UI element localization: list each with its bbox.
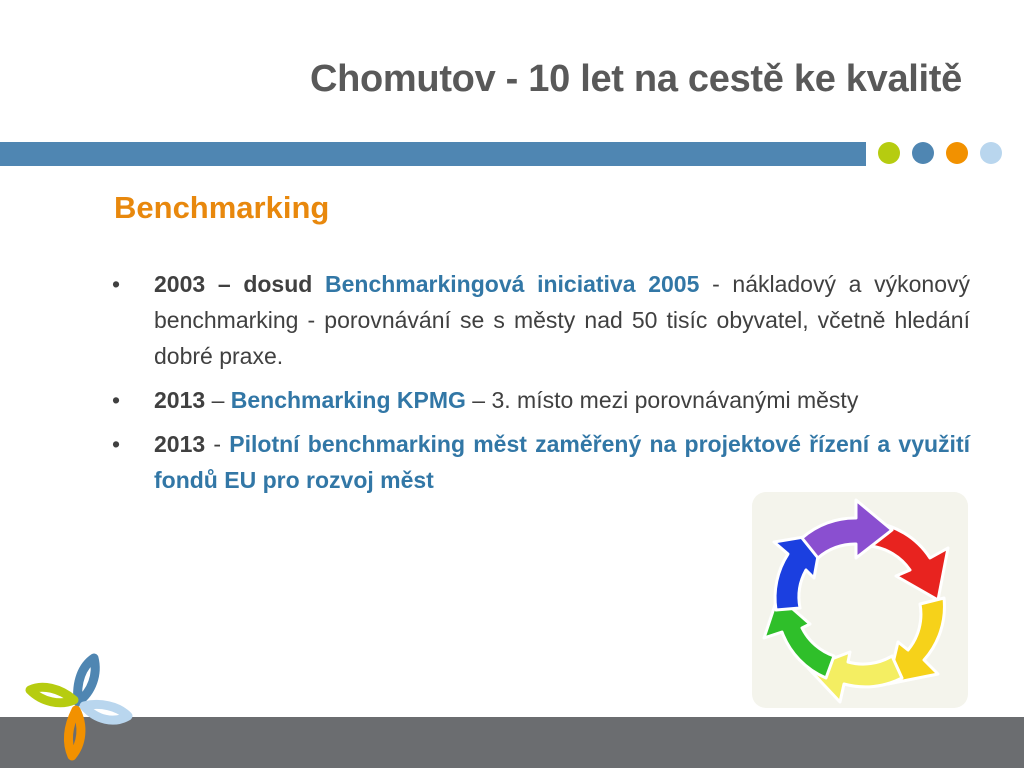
bullet-highlight: Benchmarkingová iniciativa 2005 [325,271,700,297]
bullet-item [112,426,970,498]
header-dots [878,142,1002,164]
bullet-year: 2013 [154,387,206,413]
bullet-item [112,266,970,374]
dot-lightblue [980,142,1002,164]
bullet-year: 2013 [154,431,206,457]
footer-bar [0,717,1024,768]
bullet-separator: - [213,431,230,457]
logo-petal-green [30,687,74,703]
dot-orange [946,142,968,164]
bullet-marker: • [112,431,121,457]
city-logo-icon [22,648,138,764]
header-bar [0,142,866,166]
bullet-list [112,266,970,506]
bullet-item [112,382,970,418]
bullet-highlight: Benchmarking KPMG [230,387,466,413]
logo-petal-blue [78,658,96,702]
bullet-separator: – [211,387,231,413]
logo-petal-lightblue [84,704,128,720]
dot-green [878,142,900,164]
bullet-marker: • [112,271,121,297]
bullet-marker: • [112,387,121,413]
slide-title: Chomutov - 10 let na cestě ke kvalitě [309,58,962,100]
bullet-year: 2003 – dosud [154,271,313,297]
logo-petal-orange [69,710,81,756]
dot-blue [912,142,934,164]
bullet-highlight: Pilotní benchmarking měst zaměřený na projektové řízení a využití fondů EU pro rozvoj měst [154,431,970,493]
section-heading: Benchmarking [114,190,330,225]
bullet-text: – 3. místo mezi porovnávanými městy [472,387,859,413]
bullet-text: - nákladový a výkonový benchmarking - porovnávání se s městy nad 50 tisíc obyvatel, včetně hledání dobré praxe. [154,271,971,369]
cycle-arrows-icon [752,492,968,708]
